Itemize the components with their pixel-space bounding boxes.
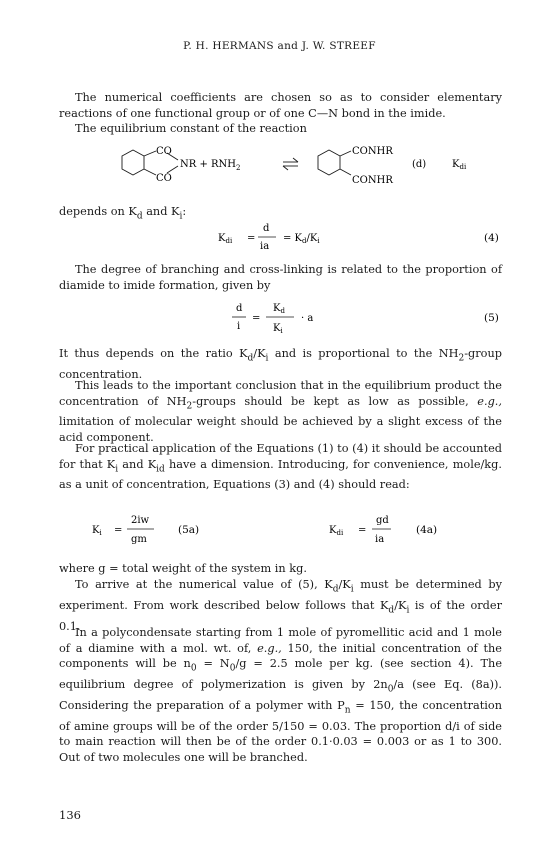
para10-sub-0a: 0	[190, 663, 197, 674]
co-top: CO	[156, 146, 172, 157]
para5-c: and is proportional to the NH	[268, 347, 459, 360]
para3-text: depends on K	[59, 205, 137, 218]
para9-slash2: /K	[394, 598, 407, 612]
eq4a-equals: =	[358, 525, 367, 536]
para5-d: -group concentration.	[59, 347, 502, 381]
eq5-num2-sub: d	[280, 307, 285, 315]
para10-e: /a (see Eq. (8a)). Considering the preparation of a polymer with P	[59, 678, 502, 712]
para9-text: To arrive at the numerical value of (5), K	[75, 578, 333, 591]
eq5-den2-sub: i	[280, 327, 283, 335]
para10-sub-0c: 0	[387, 684, 394, 695]
eq4-ksub: di	[225, 237, 233, 245]
eq5-num2-k: K	[273, 303, 281, 314]
eq4-rhs	[283, 233, 320, 245]
conhr-top: CONHR	[352, 146, 393, 157]
para5-text: It thus depends on the ratio K	[59, 347, 248, 360]
para9-c: is of the order 0.1.	[59, 598, 502, 633]
para10-c: = N	[196, 657, 230, 671]
equations-5a-4a	[0, 510, 559, 554]
page-number	[59, 808, 81, 822]
eq4a-k: K	[329, 525, 337, 536]
eq4-rhs-k: = K	[283, 233, 303, 244]
para7-sub-i: i	[115, 463, 119, 474]
eq4-rhs-sub2: i	[317, 237, 320, 245]
para6-text: This leads to the important conclusion that in the equilibrium product the concentration of NH	[59, 379, 502, 408]
para10-b: 150, the initial concentration of the components will be n	[59, 641, 502, 671]
eq5-num1: d	[236, 303, 243, 314]
eq5-equals: =	[252, 313, 261, 324]
para4-text: The degree of branching and cross-linking is related to the proportion of diamide to imide formation, given by	[59, 263, 502, 292]
k-subscript: di	[459, 163, 467, 171]
paragraph-7	[59, 441, 502, 493]
paragraph-5	[59, 346, 502, 382]
eq4a-numerator: gd	[376, 515, 389, 526]
paragraph-8	[59, 561, 502, 577]
nr-plus-text: NR + RNH	[180, 159, 237, 170]
eq5-den2-k: K	[273, 323, 281, 334]
nr-plus-rnh	[180, 159, 240, 172]
para9-sub-i2: i	[406, 605, 410, 616]
eq5a-equals: =	[114, 525, 123, 536]
para3-mid: and K	[142, 205, 180, 218]
para7-text: For practical application of the Equations (1) to (4) it should be accounted for that K	[59, 442, 502, 471]
eq5-label: (5)	[484, 312, 499, 324]
para5-sub-d: d	[247, 353, 254, 364]
eq5a-k: K	[92, 525, 100, 536]
eq5a-lhs	[92, 525, 102, 537]
eq5a-numerator: 2iw	[131, 515, 150, 526]
nh2-subscript: 2	[236, 164, 241, 172]
eq4a-ksub: di	[336, 529, 344, 537]
para3-end: :	[182, 205, 187, 218]
para10-text: In a polycondensate starting from 1 mole of pyromellitic acid and 1 mole of a diamine with a mol. wt. of,	[59, 626, 502, 655]
para9-slash1: /K	[338, 578, 351, 591]
paragraph-10	[59, 625, 502, 766]
paragraph-4	[59, 262, 502, 293]
para5-b: /K	[253, 347, 266, 360]
k-letter: K	[452, 159, 460, 170]
equation-5	[0, 298, 559, 340]
para10-sub-0b: 0	[229, 663, 236, 674]
reaction-label: (d)	[412, 159, 427, 170]
reaction-k	[452, 159, 467, 171]
eq5-num2	[273, 303, 285, 315]
reaction-d-diagram	[0, 138, 559, 200]
equation-4	[0, 218, 559, 258]
eq4-k: K	[218, 233, 226, 244]
para10-eg: e.g.,	[257, 641, 282, 655]
para10-sub-n: n	[344, 705, 351, 716]
eq4-equals: =	[247, 233, 256, 244]
para10-f: = 150, the concentration of amine groups will be of the order 5/150 = 0.03. The proportion d/i of side to main reaction will then be of the order 0.1·0.03 = 0.003 or as 1 to 300. Out of two molecules one will be branched.	[59, 698, 502, 764]
para7-c: have a dimension. Introducing, for convenience, mole/kg. as a unit of concentration, Equations (3) and (4) should read:	[59, 457, 502, 492]
paragraph-6	[59, 378, 502, 446]
para9-sub-d1: d	[332, 584, 339, 595]
para1-text: The numerical coefficients are chosen so as to consider elementary reactions of one functional group or of one C—N bond in the imide.	[59, 91, 502, 120]
paragraph-2	[59, 121, 502, 137]
ki-sub: i	[179, 211, 183, 222]
eq5a-ksub: i	[99, 529, 102, 537]
eq5a-denominator: gm	[131, 534, 147, 545]
header-text: P. H. HERMANS and J. W. STREEF	[183, 40, 376, 52]
paragraph-1	[59, 90, 502, 121]
eq4-numerator: d	[263, 223, 270, 234]
para8-text: where g = total weight of the system in kg.	[59, 562, 307, 575]
para2-text: The equilibrium constant of the reaction	[75, 122, 307, 135]
page-number-text: 136	[59, 808, 81, 822]
para9-b: must be determined by experiment. From work described below follows that K	[59, 578, 502, 612]
conhr-bottom: CONHR	[352, 175, 393, 186]
para9-sub-d2: d	[388, 605, 395, 616]
para7-b: and K	[118, 457, 157, 471]
eq4a-denominator: ia	[375, 534, 385, 545]
para6-b: -groups should be kept as low as possible,	[192, 394, 478, 408]
para6-sub-2: 2	[186, 400, 193, 411]
eq4-rhs-sub1: d	[302, 237, 307, 245]
running-header	[0, 40, 559, 52]
para5-sub-2: 2	[458, 353, 465, 364]
eq4-rhs-mid: /K	[306, 233, 318, 244]
eq4-label: (4)	[484, 232, 499, 244]
eq5-den1: i	[237, 321, 241, 332]
para6-c: limitation of molecular weight should be achieved by a slight excess of the acid component.	[59, 415, 502, 445]
para9-sub-i1: i	[350, 584, 354, 595]
eq5a-label: (5a)	[178, 524, 200, 536]
eq4a-label: (4a)	[416, 524, 438, 536]
co-bottom: CO	[156, 173, 172, 184]
para6-eg: e.g.,	[477, 394, 502, 408]
eq4-denominator: ia	[260, 241, 270, 252]
para5-sub-i: i	[265, 353, 269, 364]
para10-d: /g = 2.5 mole per kg. (see section 4). The equilibrium degree of polymerization is given by 2n	[59, 657, 503, 692]
eq4-lhs	[218, 233, 233, 245]
eq5-tail: · a	[301, 313, 314, 324]
para7-sub-id: id	[156, 463, 165, 474]
eq5-den2	[273, 323, 283, 335]
kd-sub: d	[136, 211, 143, 222]
eq4a-lhs	[329, 525, 344, 537]
